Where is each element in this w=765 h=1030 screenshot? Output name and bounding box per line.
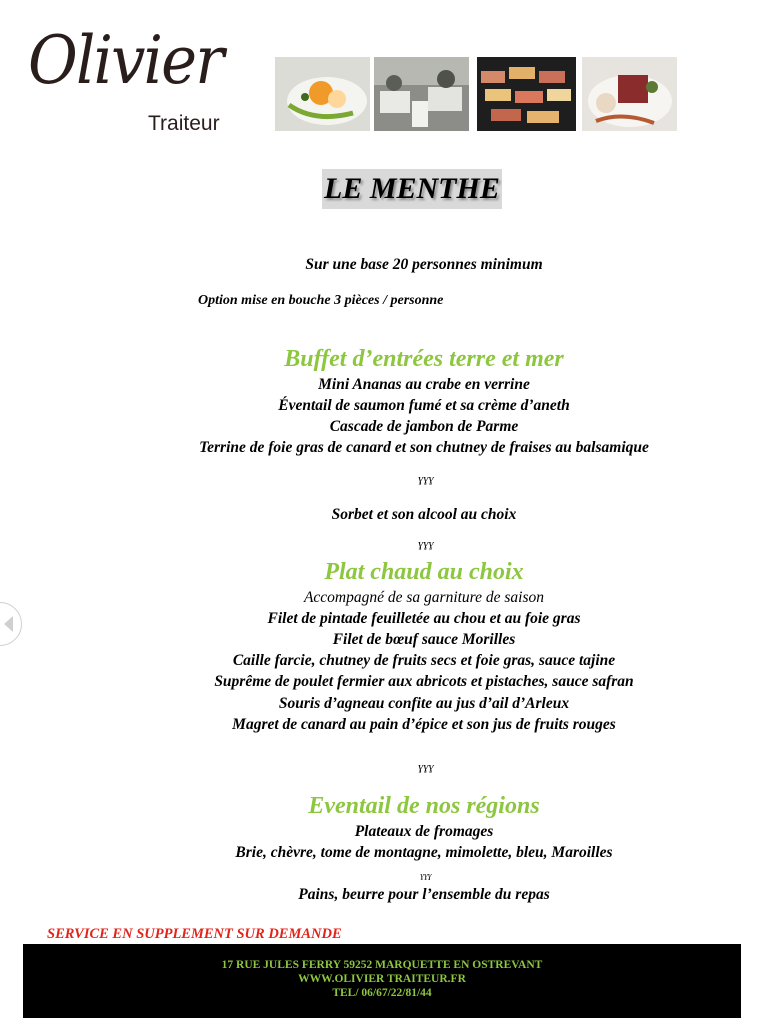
option-info: Option mise en bouche 3 pièces / personne <box>198 293 444 308</box>
separator: ɣɣɣ <box>418 761 434 773</box>
menu-item: Filet de bœuf sauce Morilles <box>332 631 516 648</box>
venue-photo <box>374 57 469 131</box>
menu-item: Cascade de jambon de Parme <box>329 418 519 435</box>
footer-website: WWW.OLIVIER TRAITEUR.FR <box>298 973 466 985</box>
menu-item: Magret de canard au pain d’épice et son jus de fruits rouges <box>232 716 616 733</box>
menu-item: Suprême de poulet fermier aux abricots et pistaches, sauce safran <box>214 673 634 690</box>
menu-item: Souris d’agneau confite au jus d’ail d’Arleux <box>278 695 570 712</box>
pains-item: Pains, beurre pour l’ensemble du repas <box>298 886 550 903</box>
plat-subtitle: Accompagné de sa garniture de saison <box>303 589 545 606</box>
logo <box>26 22 250 140</box>
food-photo-2 <box>582 57 677 131</box>
footer-phone: TEL/ 06/67/22/81/44 <box>332 987 432 999</box>
footer <box>23 944 741 1018</box>
menu-item: Mini Ananas au crabe en verrine <box>318 376 530 393</box>
page-title: LE MENTHE <box>322 169 502 209</box>
separator: ɣɣɣ <box>418 473 434 485</box>
menu-item: Brie, chèvre, tome de montagne, mimolette, bleu, Maroilles <box>235 844 613 861</box>
footer-address: 17 RUE JULES FERRY 59252 MARQUETTE EN OSTREVANT <box>221 959 543 971</box>
menu-item: Plateaux de fromages <box>354 823 494 840</box>
canapes-photo <box>477 57 576 131</box>
food-photo-1 <box>275 57 370 131</box>
chevron-left-icon <box>4 616 13 632</box>
base-info: Sur une base 20 personnes minimum <box>305 256 543 273</box>
section-heading-entrees: Buffet d’entrées terre et mer <box>284 346 564 372</box>
separator: ɣɣɣ <box>420 871 432 880</box>
menu-item: Terrine de foie gras de canard et son chutney de fraises au balsamique <box>199 439 649 456</box>
menu-item: Filet de pintade feuilletée au chou et au foie gras <box>267 610 581 627</box>
logo-script: Olivier <box>28 22 223 99</box>
sorbet-item: Sorbet et son alcool au choix <box>331 506 517 523</box>
section-heading-fromages: Eventail de nos régions <box>308 793 540 819</box>
service-note: SERVICE EN SUPPLEMENT SUR DEMANDE <box>47 926 342 942</box>
menu-item: Éventail de saumon fumé et sa crème d’aneth <box>278 397 570 414</box>
section-heading-plat: Plat chaud au choix <box>324 559 524 585</box>
logo-subtitle: Traiteur <box>148 112 220 135</box>
separator: ɣɣɣ <box>418 538 434 550</box>
menu-item: Caille farcie, chutney de fruits secs et foie gras, sauce tajine <box>232 652 616 669</box>
